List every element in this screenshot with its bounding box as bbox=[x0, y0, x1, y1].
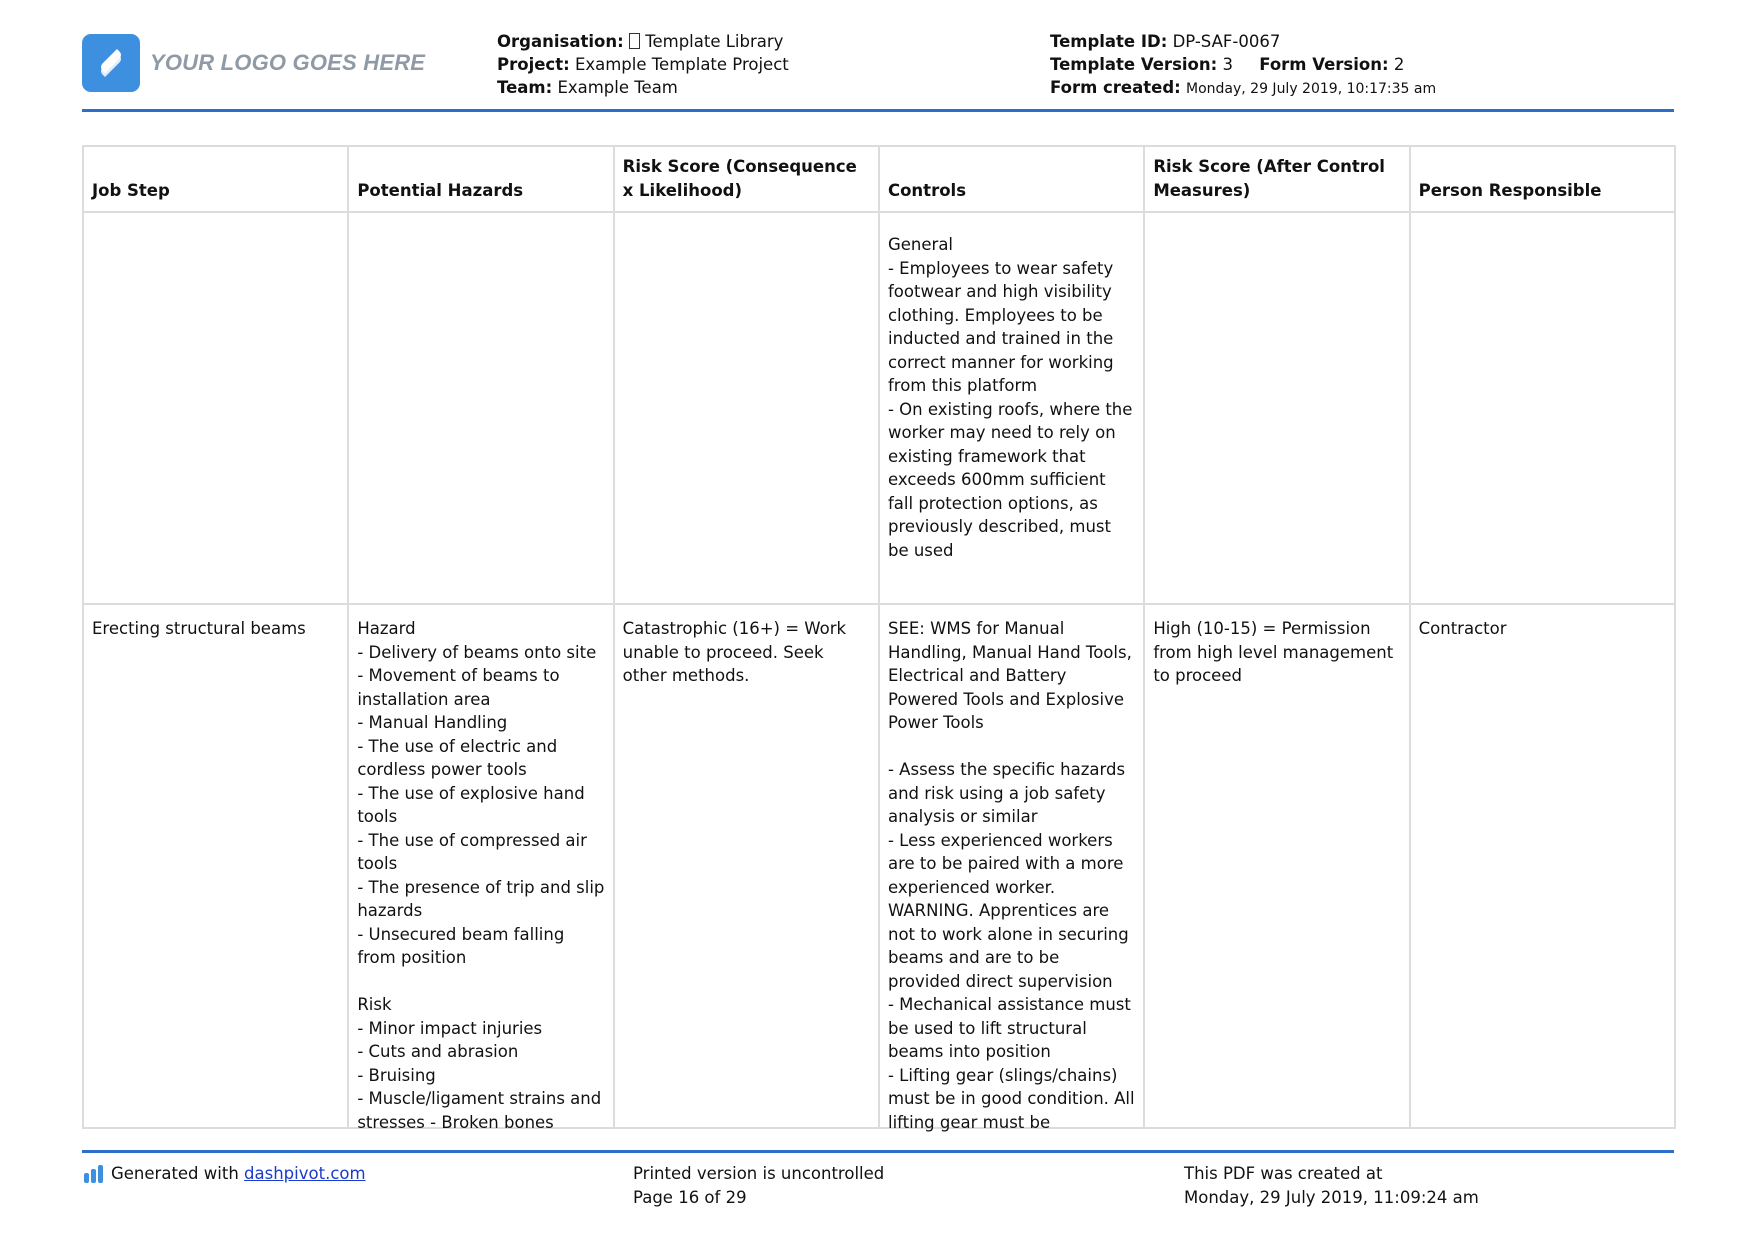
cell-job-step bbox=[83, 212, 348, 604]
cell-controls: General - Employees to wear safety footwear and high visibility clothing. Employees to be inducted and trained in the correct manner for working from this platform - On existing roofs, where the worker may need to rely on existing framework that exceeds 600mm sufficient fall protection options, as previously described, must be used bbox=[879, 212, 1144, 604]
table-row bbox=[83, 212, 1675, 604]
column-header-controls: Controls bbox=[879, 146, 1144, 212]
page-number: Page 16 of 29 bbox=[633, 1188, 747, 1207]
dashpivot-link[interactable]: dashpivot.com bbox=[244, 1164, 366, 1183]
cell-controls-container bbox=[879, 604, 1144, 1132]
cell-risk-score-after bbox=[1144, 212, 1409, 604]
column-header-potential-hazards: Potential Hazards bbox=[348, 146, 613, 212]
footer-created-info bbox=[1184, 1162, 1479, 1210]
column-header-person-responsible: Person Responsible bbox=[1410, 146, 1675, 212]
template-id-label: Template ID: bbox=[1050, 32, 1168, 51]
table-header-row bbox=[83, 146, 1675, 212]
footer-divider bbox=[82, 1150, 1674, 1153]
cell-person-responsible bbox=[1410, 212, 1675, 604]
template-id-value: DP-SAF-0067 bbox=[1172, 32, 1281, 51]
team-value: Example Team bbox=[557, 78, 678, 97]
column-header-risk-score-after: Risk Score (After Control Measures) bbox=[1144, 146, 1409, 212]
risk-assessment-table bbox=[82, 145, 1676, 1132]
team-label: Team: bbox=[497, 78, 553, 97]
page-header bbox=[82, 28, 1682, 108]
logo bbox=[82, 34, 425, 92]
organisation-icon bbox=[629, 33, 640, 49]
generated-text: Generated with bbox=[111, 1164, 239, 1183]
meta-organisation-block bbox=[497, 30, 789, 99]
project-value: Example Template Project bbox=[574, 55, 789, 74]
cell-potential-hazards-container bbox=[348, 604, 613, 1132]
footer-generated bbox=[84, 1162, 366, 1186]
cell-risk-score-after-container bbox=[1144, 604, 1409, 1128]
form-version-label: Form Version: bbox=[1259, 55, 1389, 74]
cell-risk-score bbox=[614, 212, 879, 604]
cell-risk-score-container bbox=[614, 604, 879, 1128]
column-header-job-step: Job Step bbox=[83, 146, 348, 212]
meta-template-block bbox=[1050, 30, 1436, 101]
header-divider bbox=[82, 109, 1674, 112]
form-created-label: Form created: bbox=[1050, 78, 1181, 97]
table-row bbox=[83, 604, 1675, 1128]
organisation-value: Template Library bbox=[639, 32, 784, 51]
form-version-value: 2 bbox=[1393, 55, 1405, 74]
cell-risk-score: Catastrophic (16+) = Work unable to proceed. Seek other methods. bbox=[622, 619, 852, 685]
column-header-risk-score: Risk Score (Consequence x Likelihood) bbox=[614, 146, 879, 212]
template-version-label: Template Version: bbox=[1050, 55, 1218, 74]
pdf-created-value: Monday, 29 July 2019, 11:09:24 am bbox=[1184, 1188, 1479, 1207]
cell-potential-hazards: Hazard - Delivery of beams onto site - Movement of beams to installation area - Manual Handling - The use of electric and cordless power tools - The use of explosive hand tools - The use of compressed air tools - The presence of trip and slip hazards - Unsecured beam falling from position Risk - Minor impact injuries - Cuts and abrasion - Bruising - Muscle/ligament strains and stresses - Broken bones bbox=[357, 619, 605, 1132]
cell-risk-score-after: High (10-15) = Permission from high level management to proceed bbox=[1153, 619, 1399, 685]
template-version-value: 3 bbox=[1222, 55, 1233, 74]
logo-icon bbox=[82, 34, 140, 92]
cell-person-responsible: Contractor bbox=[1418, 619, 1507, 638]
cell-potential-hazards bbox=[348, 212, 613, 604]
cell-person-responsible-container bbox=[1410, 604, 1675, 1128]
cell-controls: SEE: WMS for Manual Handling, Manual Hand Tools, Electrical and Battery Powered Tools and Explosive Power Tools - Assess the specific hazards and risk using a job safety analysis or similar - Less experienced workers are to be paired with a more experienced worker. WARNING. Apprentices are not to work alone in securing beams and are to be provided direct supervision - Mechanical assistance must be used to lift structural beams into position - Lifting gear (slings/chains) must be in good condition. All lifting gear must be bbox=[887, 619, 1135, 1132]
form-created-value: Monday, 29 July 2019, 10:17:35 am bbox=[1186, 81, 1437, 97]
pdf-created-label: This PDF was created at bbox=[1184, 1164, 1383, 1183]
cell-job-step: Erecting structural beams bbox=[92, 619, 306, 638]
logo-text: YOUR LOGO GOES HERE bbox=[150, 50, 426, 75]
cell-job-step-container bbox=[83, 604, 348, 1128]
uncontrolled-notice: Printed version is uncontrolled bbox=[633, 1164, 885, 1183]
dashpivot-icon bbox=[84, 1165, 103, 1183]
footer-page-info bbox=[633, 1162, 884, 1210]
project-label: Project: bbox=[497, 55, 570, 74]
organisation-label: Organisation: bbox=[497, 32, 624, 51]
